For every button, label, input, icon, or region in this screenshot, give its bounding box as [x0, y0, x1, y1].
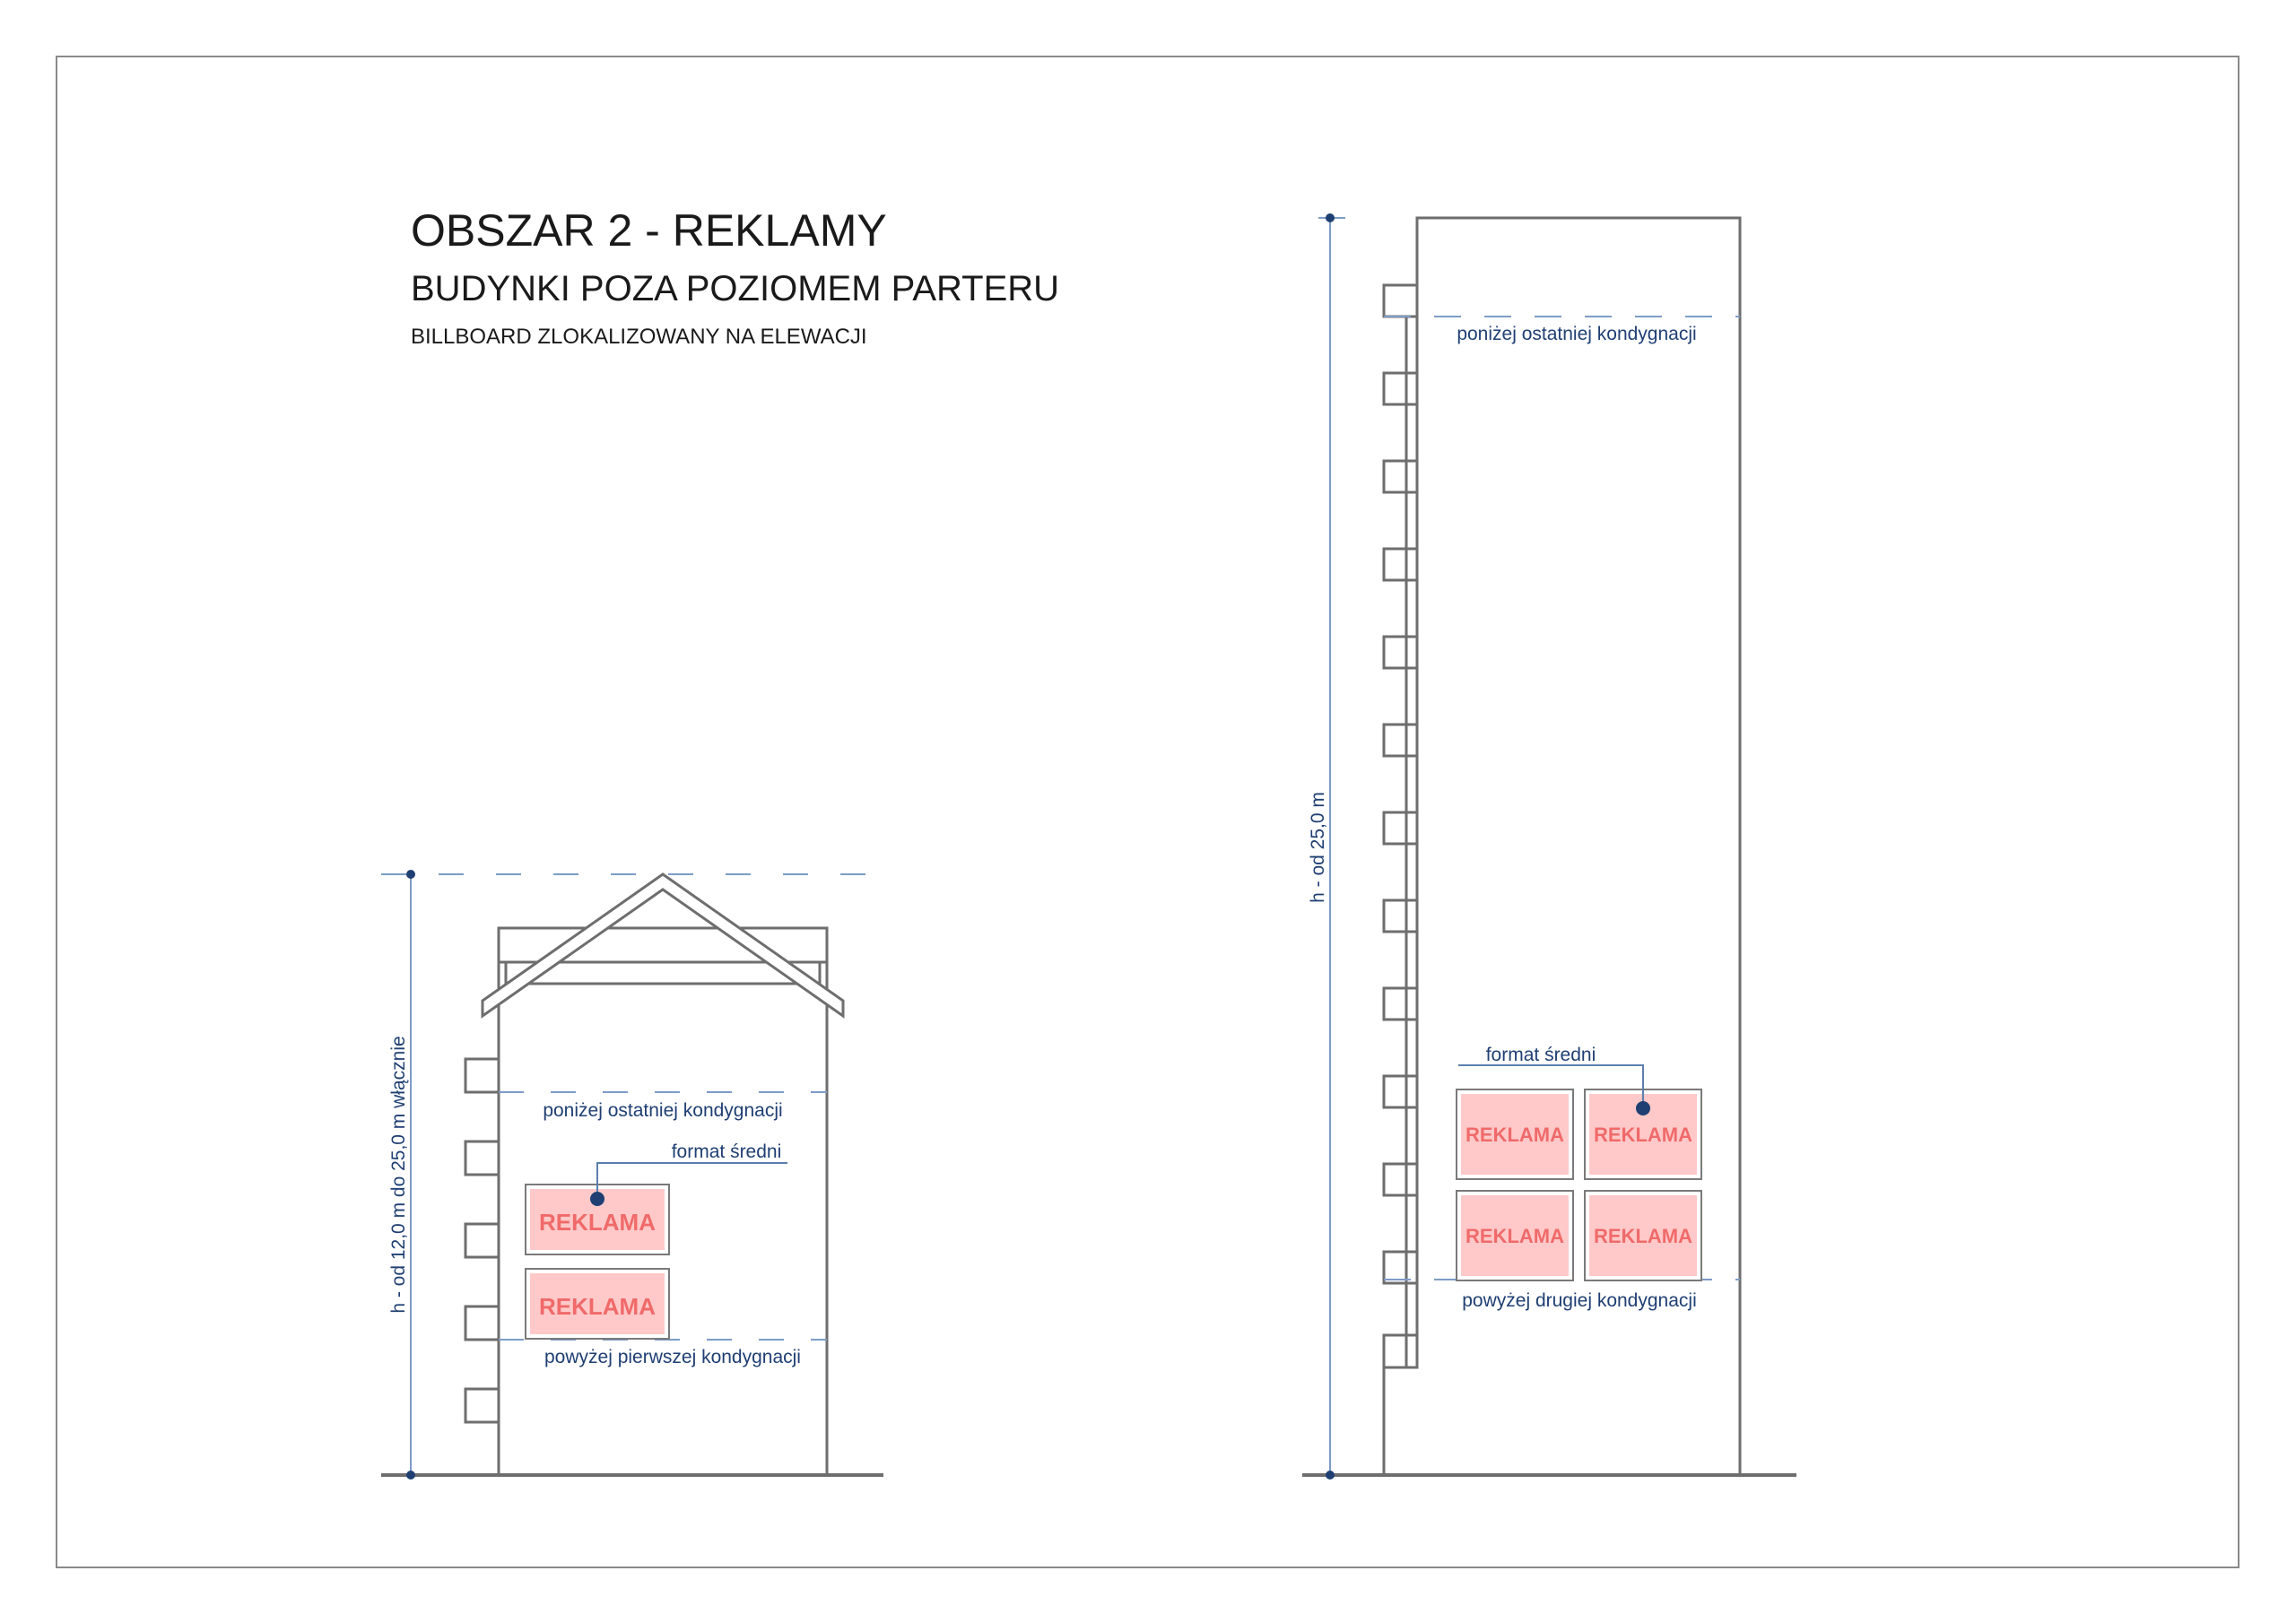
upper-limit-label: poniżej ostatniej kondygnacji: [543, 1100, 783, 1121]
dimension-dot-bottom: [1326, 1471, 1335, 1480]
billboard-text: REKLAMA: [539, 1293, 656, 1320]
billboard-text: REKLAMA: [1465, 1225, 1564, 1247]
billboard: [526, 1269, 669, 1339]
balconies: [1384, 285, 1417, 1367]
balconies: [465, 1059, 499, 1422]
page-title: OBSZAR 2 - REKLAMY: [411, 205, 887, 256]
billboard: [1457, 1191, 1573, 1280]
dimension-dot-bottom: [406, 1471, 415, 1480]
page-subtitle: BUDYNKI POZA POZIOMEM PARTERU: [411, 269, 1060, 308]
format-leader-dot: [1636, 1101, 1650, 1115]
billboard-text: REKLAMA: [1594, 1225, 1692, 1247]
page-note: BILLBOARD ZLOKALIZOWANY NA ELEWACJI: [411, 325, 867, 349]
lower-limit-label: powyżej drugiej kondygnacji: [1462, 1290, 1697, 1311]
billboard: [1585, 1191, 1701, 1280]
building-walls: [1384, 218, 1740, 1475]
height-dimension-label: h - od 25,0 m: [1308, 792, 1328, 903]
billboard-text: REKLAMA: [539, 1209, 656, 1236]
upper-limit-label: poniżej ostatniej kondygnacji: [1457, 324, 1697, 344]
dimension-dot-top: [406, 870, 415, 879]
building-tall: [1302, 213, 1796, 1480]
billboard-text: REKLAMA: [1594, 1124, 1692, 1146]
lower-limit-label: powyżej pierwszej kondygnacji: [544, 1347, 801, 1367]
billboard: [1457, 1089, 1573, 1179]
building-small: [381, 870, 883, 1480]
format-leader-dot: [590, 1192, 604, 1206]
billboard-text: REKLAMA: [1465, 1124, 1564, 1146]
format-label: format średni: [671, 1141, 782, 1162]
dimension-dot-top: [1326, 213, 1335, 222]
format-label: format średni: [1485, 1045, 1596, 1065]
height-dimension-label: h - od 12,0 m do 25,0 m włącznie: [388, 1036, 409, 1314]
